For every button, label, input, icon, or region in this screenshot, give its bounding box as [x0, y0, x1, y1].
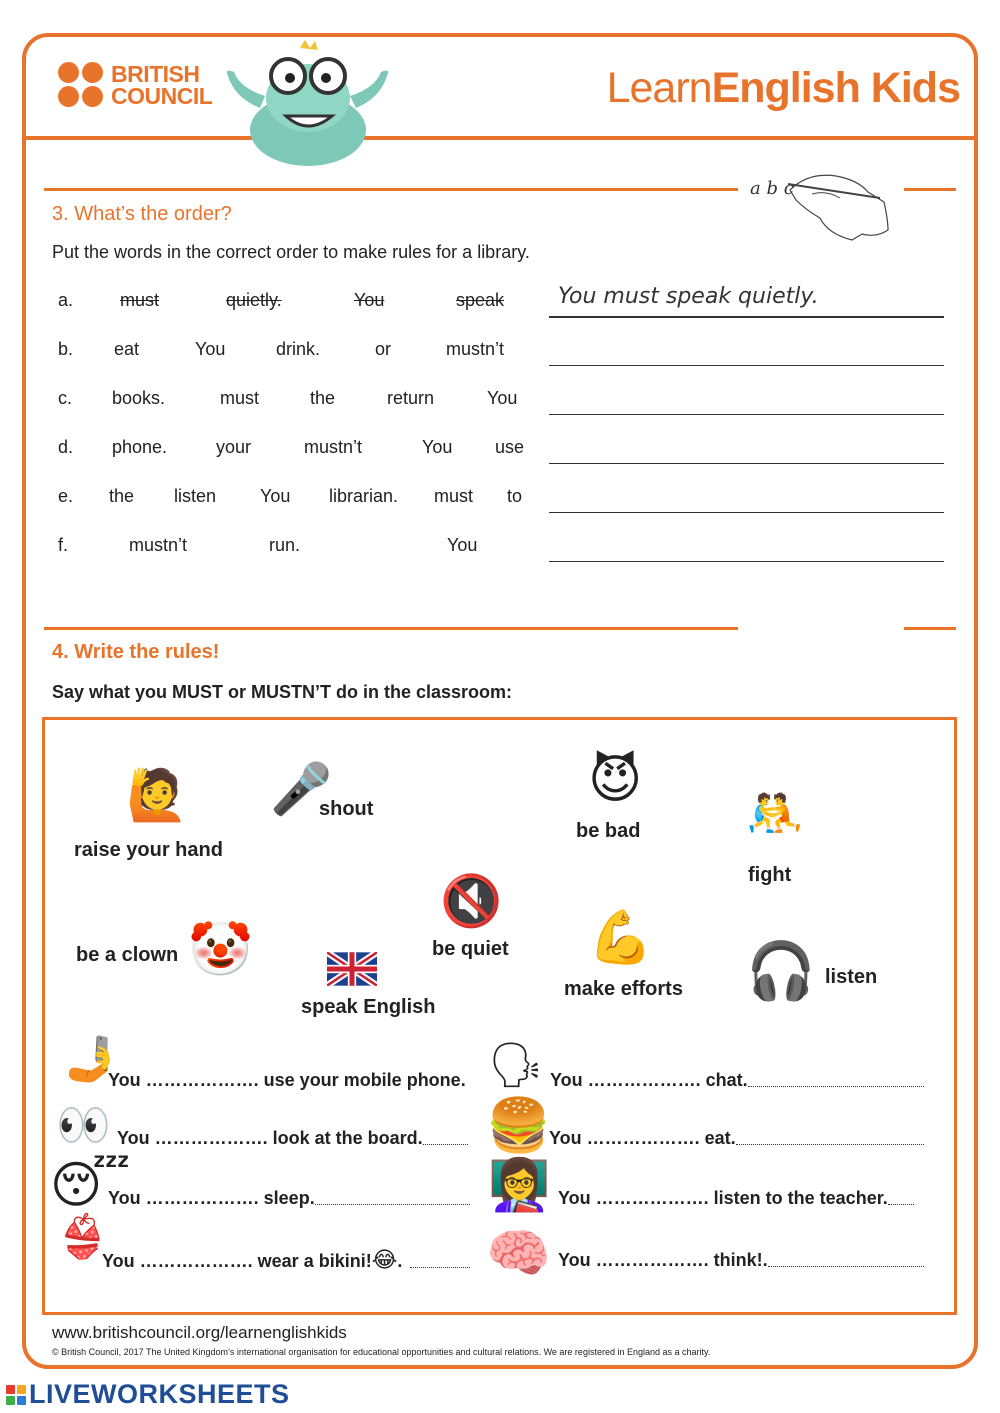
- section4-rule: [44, 627, 738, 630]
- sentence-text: You ………………. eat.: [549, 1128, 736, 1148]
- liveworksheets-logo[interactable]: [6, 1379, 290, 1410]
- bc-dots-icon: [58, 62, 103, 107]
- word-chip[interactable]: You: [195, 339, 226, 359]
- hamburger-icon: 🍔: [486, 1096, 551, 1156]
- section3-rule-right: [904, 188, 956, 191]
- vocab-make-efforts: make efforts: [564, 978, 683, 1000]
- word-chip[interactable]: quietly.: [226, 290, 282, 310]
- word-chip[interactable]: phone.: [112, 437, 168, 457]
- dotted-fill: [315, 1204, 470, 1205]
- section3-instruction: Put the words in the correct order to make rules for a library.: [52, 242, 530, 262]
- answer-field-f[interactable]: [549, 561, 944, 562]
- lek-learn: Learn: [606, 64, 712, 112]
- word-chip[interactable]: books.: [112, 388, 166, 408]
- bc-line2: COUNCIL: [111, 82, 213, 109]
- word-chip[interactable]: drink.: [276, 339, 321, 359]
- sentence-text: You ………………. wear a bikini!: [102, 1251, 372, 1271]
- row-letter: e.: [58, 486, 74, 506]
- lek-kids: Kids: [859, 64, 960, 112]
- row-letter: b.: [58, 339, 74, 359]
- devil-face-icon: 😈: [588, 750, 643, 810]
- word-chip[interactable]: your: [216, 437, 252, 457]
- word-chip[interactable]: or: [375, 339, 392, 359]
- row-letter: f.: [58, 535, 69, 555]
- dotted-fill: [748, 1086, 924, 1087]
- microphone-icon: 🎤: [270, 760, 333, 818]
- answer-field-c[interactable]: [549, 414, 944, 415]
- dotted-fill: [736, 1144, 924, 1145]
- vocab-raise-hand: raise your hand: [74, 839, 223, 861]
- answer-field-d[interactable]: [549, 463, 944, 464]
- word-chip[interactable]: You: [447, 535, 478, 555]
- bc-line1: BRITISH: [111, 60, 200, 87]
- british-council-logo: [58, 62, 212, 107]
- word-chip[interactable]: return: [387, 388, 435, 408]
- monster-mascot-icon: [220, 38, 395, 168]
- handwriting-abc: a b c: [750, 178, 794, 199]
- word-chip[interactable]: must: [120, 290, 160, 310]
- dotted-fill: [768, 1266, 924, 1267]
- vocab-be-bad: be bad: [576, 820, 641, 842]
- vocab-be-quiet: be quiet: [432, 938, 509, 960]
- sentence-text: You ………………. think!.: [558, 1250, 768, 1270]
- section4-instruction: Say what you MUST or MUSTN’T do in the classroom:: [52, 682, 513, 702]
- header-divider: [26, 136, 974, 140]
- row-letter: a.: [58, 290, 74, 310]
- word-chip[interactable]: mustn’t: [304, 437, 363, 457]
- word-chip[interactable]: listen: [174, 486, 217, 506]
- writing-hand-icon: [748, 168, 898, 248]
- flexed-biceps-icon: 💪: [588, 908, 653, 968]
- answer-field-b[interactable]: [549, 365, 944, 366]
- clown-face-icon: 🤡: [188, 920, 253, 980]
- sentence-text: You ………………. chat.: [550, 1070, 748, 1090]
- word-chip[interactable]: speak: [456, 290, 505, 310]
- sentence-sleep[interactable]: [108, 1188, 470, 1209]
- lek-english: English: [711, 64, 860, 112]
- word-chip[interactable]: You: [487, 388, 518, 408]
- section3-rule: [44, 188, 738, 191]
- footer-url[interactable]: www.britishcouncil.org/learnenglishkids: [52, 1323, 347, 1342]
- answer-field-a[interactable]: You must speak quietly.: [558, 284, 819, 309]
- exercise-row-d: [58, 437, 948, 467]
- word-chip[interactable]: mustn’t: [129, 535, 188, 555]
- vocab-shout: shout: [319, 798, 374, 820]
- wrestlers-icon: 🤼: [746, 786, 804, 840]
- vocab-listen: listen: [825, 966, 878, 988]
- exercise-row-f: [58, 535, 948, 565]
- vocab-speak-english: speak English: [301, 996, 436, 1018]
- vocab-be-clown: be a clown: [76, 944, 179, 966]
- sleeping-face-icon: 😴: [50, 1156, 131, 1214]
- word-chip[interactable]: use: [495, 437, 525, 457]
- section3-title: 3. What’s the order?: [52, 203, 232, 225]
- exercise-row-e: [58, 486, 948, 516]
- selfie-icon: 🤳: [64, 1034, 119, 1085]
- row-letter: d.: [58, 437, 74, 457]
- word-chip[interactable]: You: [354, 290, 385, 310]
- word-chip[interactable]: eat: [114, 339, 140, 359]
- teacher-icon: 👩‍🏫: [488, 1156, 551, 1214]
- word-chip[interactable]: the: [109, 486, 135, 506]
- dotted-fill: [888, 1204, 914, 1205]
- sentence-text: You ………………. use your mobile phone.: [108, 1070, 466, 1090]
- answer-field-e[interactable]: [549, 512, 944, 513]
- liveworksheets-grid-icon: [6, 1385, 26, 1405]
- uk-flag-icon: [327, 952, 377, 986]
- sentence-teacher[interactable]: [558, 1188, 914, 1209]
- raising-hand-icon: 🙋: [126, 766, 189, 824]
- word-chip[interactable]: You: [422, 437, 453, 457]
- eyes-icon: 👀: [56, 1100, 111, 1151]
- word-chip[interactable]: must: [220, 388, 260, 408]
- word-chip[interactable]: mustn’t: [446, 339, 505, 359]
- vocab-fight: fight: [748, 864, 792, 886]
- section4-title: 4. Write the rules!: [52, 641, 220, 663]
- word-chip[interactable]: to: [507, 486, 523, 506]
- sentence-think[interactable]: [558, 1250, 924, 1271]
- word-chip[interactable]: the: [310, 388, 336, 408]
- muted-speaker-icon: 🔇: [440, 872, 503, 930]
- dotted-fill: [410, 1267, 470, 1268]
- word-chip[interactable]: You: [260, 486, 291, 506]
- bikini-icon: 👙: [56, 1212, 109, 1261]
- sentence-mobile-phone[interactable]: [108, 1070, 466, 1091]
- sentence-text: You ………………. sleep.: [108, 1188, 315, 1208]
- row-letter: c.: [58, 388, 73, 408]
- dotted-fill: [423, 1144, 468, 1145]
- answer-line: [549, 316, 944, 318]
- exercise-row-b: [58, 339, 948, 369]
- word-chip[interactable]: must: [434, 486, 474, 506]
- sentence-text: You ………………. look at the board.: [117, 1128, 423, 1148]
- sentence-end: .: [397, 1251, 403, 1271]
- sentence-text: You ………………. listen to the teacher.: [558, 1188, 888, 1208]
- laughing-face-icon: 😂: [371, 1248, 398, 1273]
- sentence-eat[interactable]: [549, 1128, 924, 1149]
- exercise-row-a: [58, 284, 948, 320]
- sentence-chat[interactable]: [550, 1070, 924, 1091]
- word-chip[interactable]: librarian.: [329, 486, 399, 506]
- liveworksheets-text: LIVEWORKSHEETS: [29, 1379, 290, 1409]
- learnenglish-kids-logo: [607, 64, 960, 113]
- sentence-board[interactable]: [117, 1128, 468, 1149]
- sentence-bikini[interactable]: [102, 1250, 470, 1272]
- speaking-head-icon: 🗣: [488, 1040, 544, 1091]
- section4-rule-right: [904, 627, 956, 630]
- headphones-icon: 🎧: [746, 939, 816, 1004]
- footer-copyright: © British Council, 2017 The United Kingdom’s international organisation for educational opportunities and cultural relations. We are registered in England as a charity.: [52, 1347, 711, 1357]
- word-chip[interactable]: run.: [269, 535, 301, 555]
- exercise-row-c: [58, 388, 948, 418]
- brain-icon: 🧠: [486, 1224, 551, 1284]
